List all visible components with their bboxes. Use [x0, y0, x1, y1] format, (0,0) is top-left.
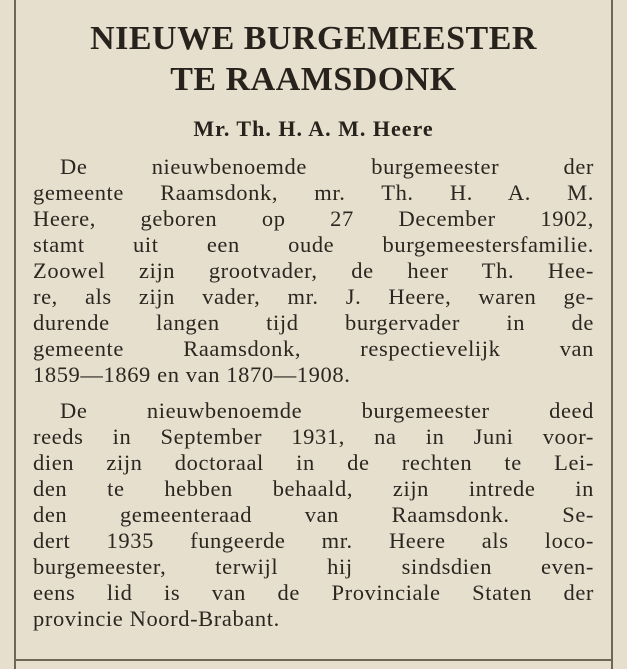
- column-rule-right: [611, 0, 613, 669]
- paragraph-1-line: gemeente Raamsdonk, mr. Th. H. A. M.: [33, 180, 594, 205]
- column-rule-left: [14, 0, 16, 669]
- headline-line-1: NIEUWE BURGEMEESTER: [90, 20, 537, 57]
- paragraph-1-line: durende langen tijd burgervader in de: [33, 310, 594, 335]
- paragraph-2-line: dien zijn doctoraal in de rechten te Lei-: [33, 450, 594, 475]
- paragraph-2-line: reeds in September 1931, na in Juni voor-: [33, 424, 594, 449]
- paragraph-2-line: dert 1935 fungeerde mr. Heere als loco-: [33, 528, 594, 553]
- column-rule-bottom: [14, 659, 613, 661]
- paragraph-2-line: provincie Noord-Brabant.: [33, 606, 280, 631]
- paragraph-1-line: gemeente Raamsdonk, respectievelijk van: [33, 336, 594, 361]
- paragraph-1-line: Zoowel zijn grootvader, de heer Th. Hee-: [33, 258, 594, 283]
- paragraph-1-line: De nieuwbenoemde burgemeester der: [60, 154, 594, 179]
- paragraph-1-line: 1859—1869 en van 1870—1908.: [33, 362, 351, 387]
- paragraph-2-line: eens lid is van de Provinciale Staten der: [33, 580, 594, 605]
- headline-line-2: TE RAAMSDONK: [170, 61, 457, 98]
- paragraph-2-line: De nieuwbenoemde burgemeester deed: [60, 398, 594, 423]
- paragraph-2-line: den gemeenteraad van Raamsdonk. Se-: [33, 502, 594, 527]
- paragraph-1-line: re, als zijn vader, mr. J. Heere, waren ge-: [33, 284, 594, 309]
- paragraph-2-line: burgemeester, terwijl hij sindsdien even-: [33, 554, 594, 579]
- paragraph-2-line: den te hebben behaald, zijn intrede in: [33, 476, 594, 501]
- paragraph-1-line: Heere, geboren op 27 December 1902,: [33, 206, 594, 231]
- byline: Mr. Th. H. A. M. Heere: [193, 116, 434, 141]
- paragraph-1-line: stamt uit een oude burgemeestersfamilie.: [33, 232, 594, 257]
